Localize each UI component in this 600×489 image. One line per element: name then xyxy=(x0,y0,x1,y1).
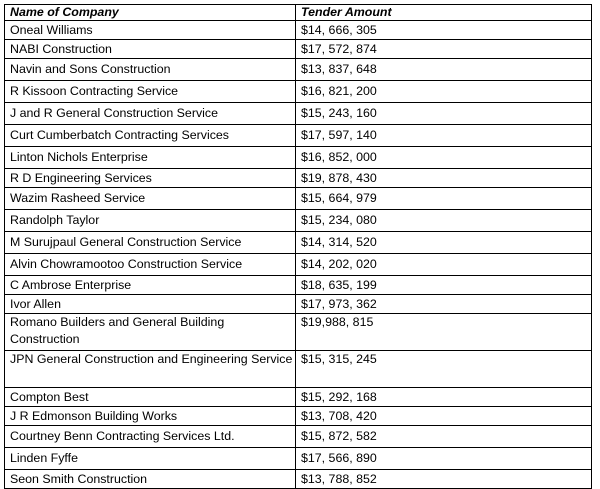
tender-table xyxy=(4,4,592,489)
company-cell: Oneal Williams xyxy=(5,21,296,40)
amount-cell: $18, 635, 199 xyxy=(296,276,592,295)
table-row xyxy=(5,188,592,210)
column-header-amount: Tender Amount xyxy=(296,5,592,21)
table-row xyxy=(5,254,592,276)
table-row xyxy=(5,276,592,295)
company-cell: Linton Nichols Enterprise xyxy=(5,147,296,169)
amount-cell: $13, 708, 420 xyxy=(296,407,592,426)
column-header-company: Name of Company xyxy=(5,5,296,21)
company-cell: Romano Builders and General Building Construction xyxy=(5,314,296,351)
company-cell: Wazim Rasheed Service xyxy=(5,188,296,210)
table-row xyxy=(5,426,592,448)
table-row xyxy=(5,295,592,314)
company-cell: Linden Fyffe xyxy=(5,448,296,470)
amount-cell: $14, 314, 520 xyxy=(296,232,592,254)
company-cell: Alvin Chowramootoo Construction Service xyxy=(5,254,296,276)
company-cell: Curt Cumberbatch Contracting Services xyxy=(5,125,296,147)
amount-cell: $15, 315, 245 xyxy=(296,351,592,388)
tender-table-container xyxy=(4,4,592,489)
amount-cell: $15, 872, 582 xyxy=(296,426,592,448)
table-row xyxy=(5,59,592,81)
table-row xyxy=(5,125,592,147)
amount-cell: $19, 878, 430 xyxy=(296,169,592,188)
company-cell: Compton Best xyxy=(5,388,296,407)
amount-cell: $15, 664, 979 xyxy=(296,188,592,210)
company-cell: C Ambrose Enterprise xyxy=(5,276,296,295)
table-row xyxy=(5,21,592,40)
amount-cell: $17, 572, 874 xyxy=(296,40,592,59)
table-row xyxy=(5,81,592,103)
amount-cell: $19,988, 815 xyxy=(296,314,592,351)
company-cell: NABI Construction xyxy=(5,40,296,59)
table-row xyxy=(5,314,592,351)
table-row xyxy=(5,388,592,407)
amount-cell: $13, 837, 648 xyxy=(296,59,592,81)
amount-cell: $16, 821, 200 xyxy=(296,81,592,103)
table-row xyxy=(5,448,592,470)
amount-cell: $13, 788, 852 xyxy=(296,470,592,489)
table-row xyxy=(5,40,592,59)
table-row xyxy=(5,103,592,125)
company-cell: R D Engineering Services xyxy=(5,169,296,188)
amount-cell: $14, 202, 020 xyxy=(296,254,592,276)
company-cell: JPN General Construction and Engineering Service xyxy=(5,351,296,388)
amount-cell: $14, 666, 305 xyxy=(296,21,592,40)
table-row xyxy=(5,169,592,188)
company-cell: Courtney Benn Contracting Services Ltd. xyxy=(5,426,296,448)
company-cell: Randolph Taylor xyxy=(5,210,296,232)
amount-cell: $17, 973, 362 xyxy=(296,295,592,314)
amount-cell: $15, 234, 080 xyxy=(296,210,592,232)
amount-cell: $16, 852, 000 xyxy=(296,147,592,169)
amount-cell: $17, 597, 140 xyxy=(296,125,592,147)
company-cell: J R Edmonson Building Works xyxy=(5,407,296,426)
company-cell: Seon Smith Construction xyxy=(5,470,296,489)
amount-cell: $15, 292, 168 xyxy=(296,388,592,407)
company-cell: M Surujpaul General Construction Service xyxy=(5,232,296,254)
amount-cell: $17, 566, 890 xyxy=(296,448,592,470)
company-cell: R Kissoon Contracting Service xyxy=(5,81,296,103)
company-cell: Ivor Allen xyxy=(5,295,296,314)
table-row xyxy=(5,147,592,169)
table-row xyxy=(5,210,592,232)
table-row xyxy=(5,351,592,388)
table-row xyxy=(5,470,592,489)
table-header-row xyxy=(5,5,592,21)
company-cell: Navin and Sons Construction xyxy=(5,59,296,81)
amount-cell: $15, 243, 160 xyxy=(296,103,592,125)
company-cell: J and R General Construction Service xyxy=(5,103,296,125)
table-row xyxy=(5,232,592,254)
table-row xyxy=(5,407,592,426)
